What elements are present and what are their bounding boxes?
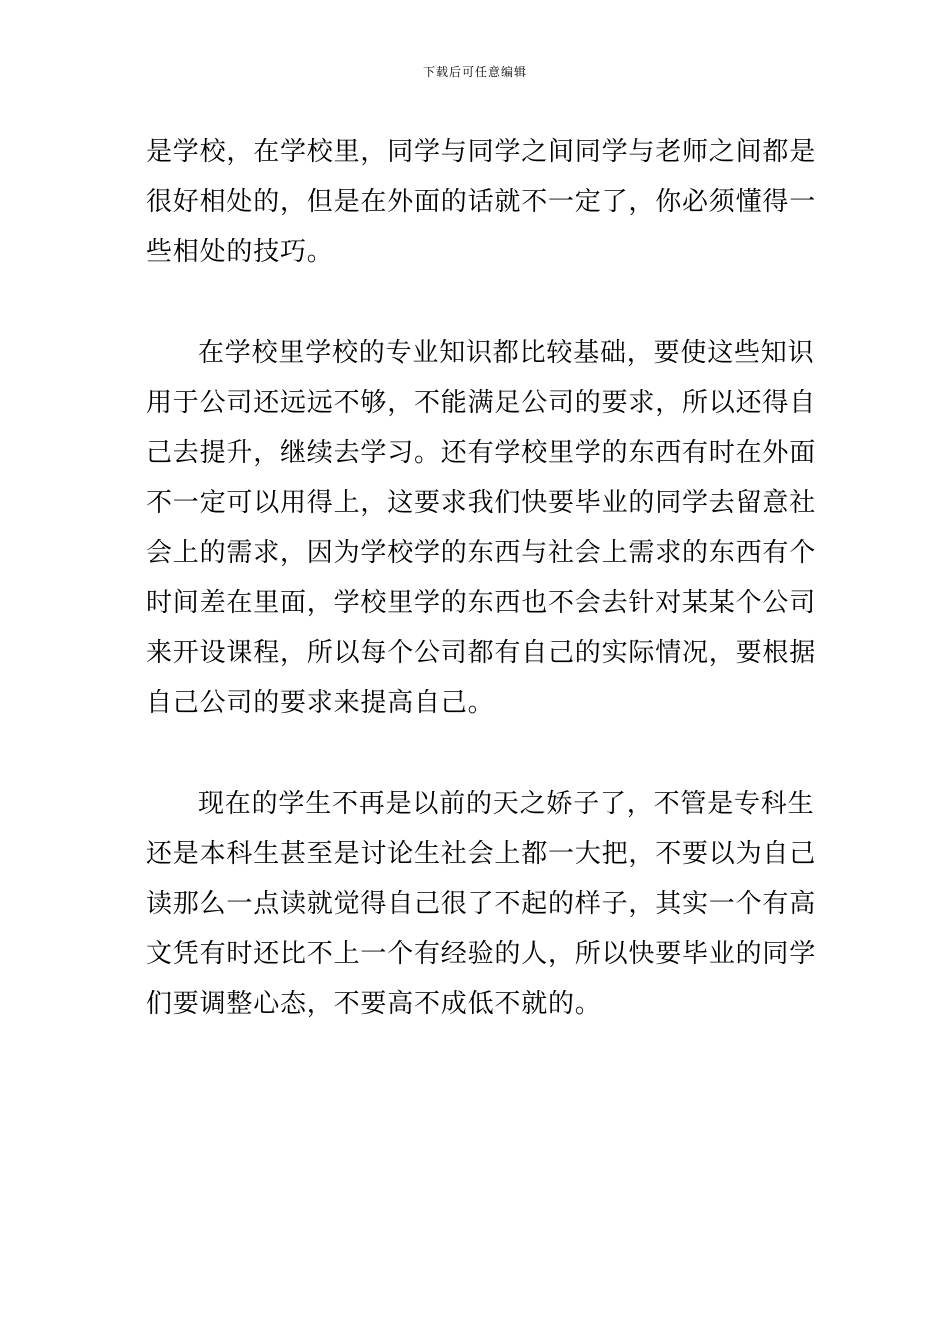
paragraph-2 — [146, 328, 817, 728]
paragraph-3 — [146, 779, 817, 1029]
text-line: 自己公司的要求来提高自己。 — [146, 688, 495, 718]
paragraph-spacer — [146, 728, 806, 779]
document-body — [146, 127, 817, 1029]
text-line: 在学校里学校的专业知识都比较基础，要使这些知识 — [198, 338, 815, 368]
paragraph-spacer — [146, 277, 806, 328]
text-line: 些相处的技巧。 — [146, 237, 334, 267]
text-line: 己去提升，继续去学习。还有学校里学的东西有时在外面 — [146, 438, 817, 468]
text-line: 时间差在里面，学校里学的东西也不会去针对某某个公司 — [146, 588, 817, 618]
text-line: 不一定可以用得上，这要求我们快要毕业的同学去留意社 — [146, 488, 817, 518]
text-line: 现在的学生不再是以前的天之娇子了，不管是专科生 — [198, 789, 815, 819]
text-line: 会上的需求，因为学校学的东西与社会上需求的东西有个 — [146, 538, 817, 568]
text-line: 读那么一点读就觉得自己很了不起的样子，其实一个有高 — [146, 889, 817, 919]
page-header: 下载后可任意编辑 — [422, 65, 527, 79]
text-line: 文凭有时还比不上一个有经验的人，所以快要毕业的同学 — [146, 939, 817, 969]
text-line: 来开设课程，所以每个公司都有自己的实际情况，要根据 — [146, 638, 817, 668]
paragraph-1 — [146, 127, 817, 277]
text-line: 用于公司还远远不够，不能满足公司的要求，所以还得自 — [146, 388, 817, 418]
text-line: 们要调整心态，不要高不成低不就的。 — [146, 989, 602, 1019]
text-line: 很好相处的，但是在外面的话就不一定了，你必须懂得一 — [146, 187, 817, 217]
text-line: 还是本科生甚至是讨论生社会上都一大把，不要以为自己 — [146, 839, 817, 869]
text-line: 是学校，在学校里，同学与同学之间同学与老师之间都是 — [146, 137, 817, 167]
